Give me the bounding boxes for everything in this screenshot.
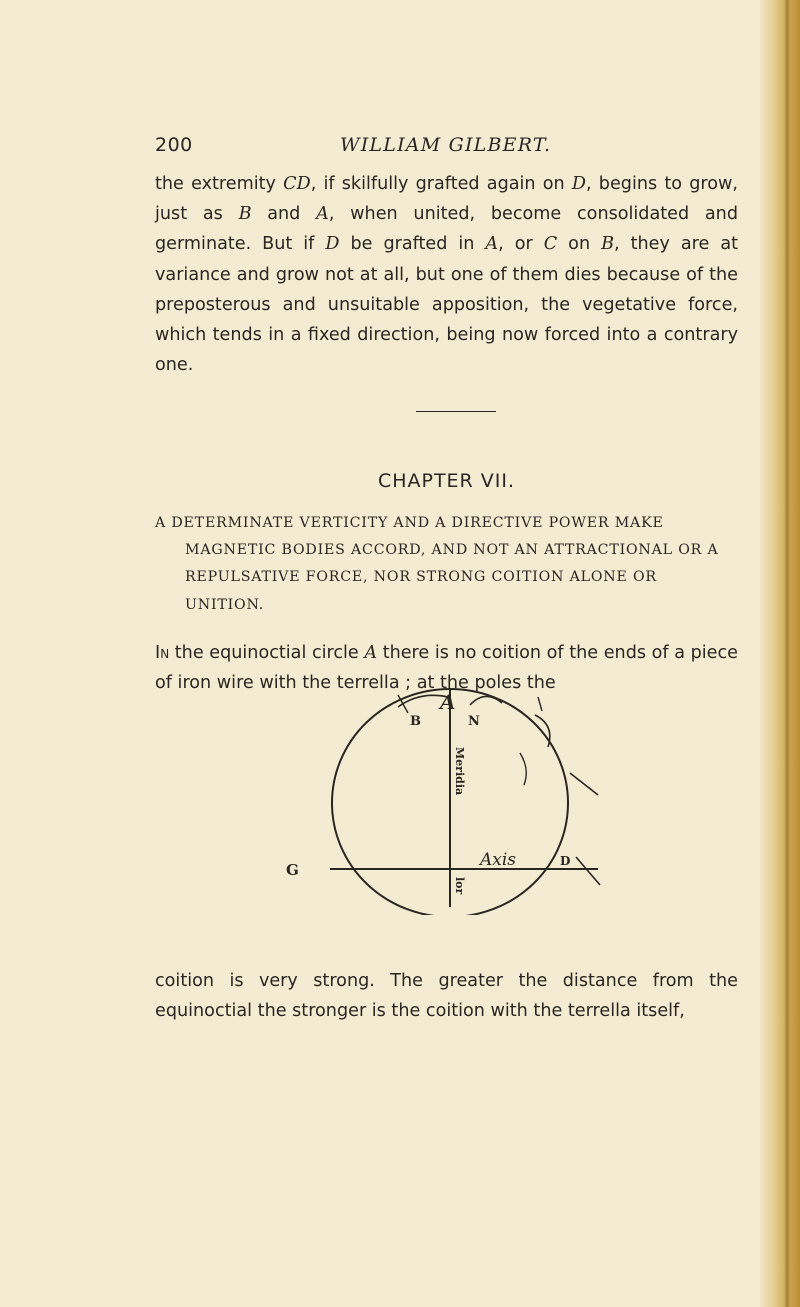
label-left: G xyxy=(286,861,299,879)
section-rule xyxy=(416,411,496,412)
label-right: D xyxy=(560,854,571,868)
pointer-top-right xyxy=(538,697,542,711)
chapter-title: CHAPTER VII. xyxy=(377,470,516,492)
paragraph-2: In the equinoctial circle A there is no coition of the ends of a piece of iron wire with the terrella ; at the poles the xyxy=(155,643,738,694)
label-top: A xyxy=(440,690,456,714)
iron-wire-equator-right xyxy=(576,857,600,885)
chapter-heading-text: A DETERMINATE VERTICITY AND A DIRECTIVE POWER MAKE MAGNETIC BODIES ACCORD, AND NOT AN ATTRACTIONAL OR A REPULSATIVE FORCE, NOR STRONG COITION ALONE OR UNITION. xyxy=(155,515,719,613)
page-number: 200 xyxy=(155,134,193,156)
running-head: WILLIAM GILBERT. xyxy=(340,134,552,156)
paragraph-3: coition is very strong. The greater the distance from the equinoctial the stronger is the coition with the terrella itself, xyxy=(155,971,738,1022)
label-vertical-lower: lor xyxy=(453,877,466,895)
iron-wire-right xyxy=(570,773,598,795)
label-upper-left: B xyxy=(410,714,421,729)
terrella-figure xyxy=(280,685,620,915)
page-edge xyxy=(760,0,800,1307)
paragraph-1: the extremity CD, if skilfully grafted again on D, begins to grow, just as B and A, when united, become consolidated and germinate. But if D be grafted in A, or C on B, they are at variance and grow not at all, but one of them dies because of the preposterous and unsuitable apposition, the vegetative force, which tends in a fixed direction, being now forced into a contrary one. xyxy=(155,174,739,376)
iron-wire-lower-right xyxy=(520,753,526,785)
label-axis: Axis xyxy=(480,850,517,870)
chapter-heading xyxy=(155,510,738,619)
label-vertical-upper: Meridia xyxy=(453,747,466,796)
page-edge-shadow xyxy=(784,0,790,1307)
label-north: N xyxy=(468,714,480,729)
